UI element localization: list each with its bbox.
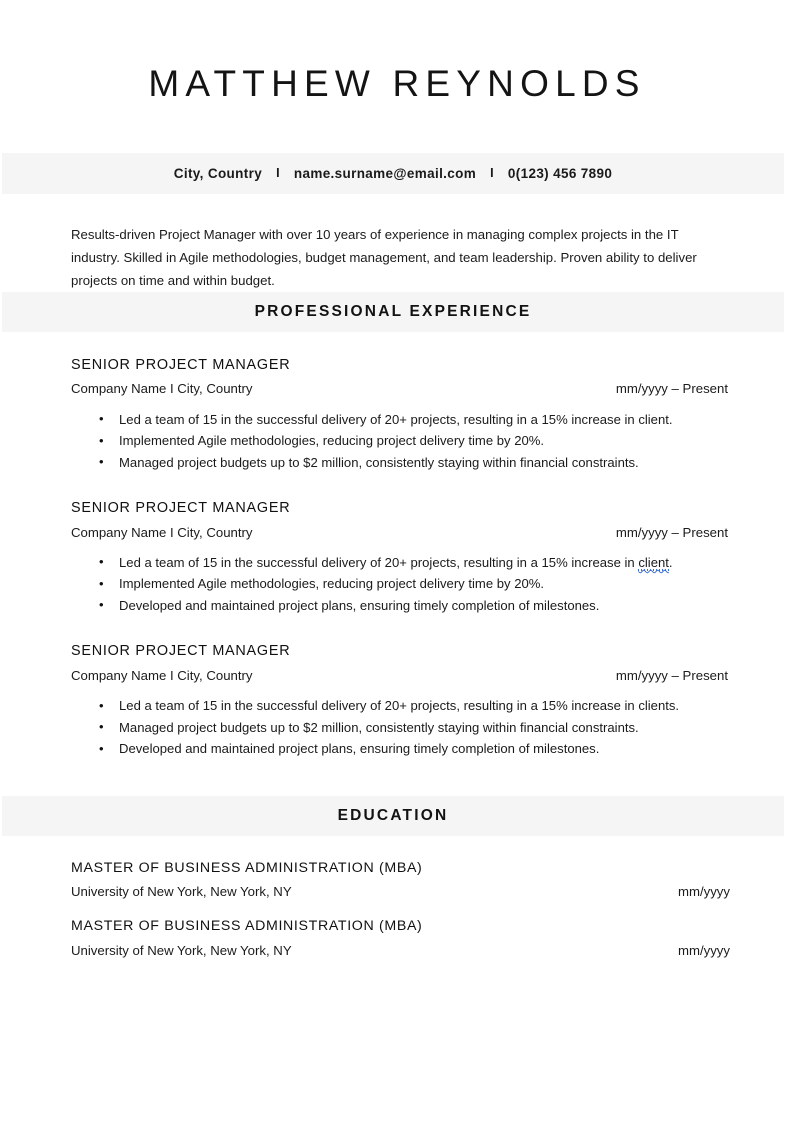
experience-job-title: SENIOR PROJECT MANAGER xyxy=(71,643,291,660)
experience-bullet-list xyxy=(71,552,730,617)
contact-separator-1: I xyxy=(276,166,280,181)
experience-job-title: SENIOR PROJECT MANAGER xyxy=(71,356,291,373)
resume-header xyxy=(0,0,794,123)
education-degree: MASTER OF BUSINESS ADMINISTRATION (MBA) xyxy=(71,918,423,935)
experience-entry xyxy=(71,642,730,759)
candidate-name: MATTHEW REYNOLDS xyxy=(148,63,646,104)
experience-bullet-list xyxy=(71,695,730,760)
experience-organization: Company Name I City, Country xyxy=(71,524,253,540)
education-meta-row xyxy=(71,942,730,959)
experience-meta-row xyxy=(71,524,730,541)
experience-organization: Company Name I City, Country xyxy=(71,668,253,684)
professional-summary: Results-driven Project Manager with over 10 years of experience in managing complex projects in the IT industry. Skilled in Agile methodologies, budget management, and team leadership. Proven ability to deliver projects on time and within budget. xyxy=(71,226,697,288)
education-school: University of New York, New York, NY xyxy=(71,884,292,900)
experience-job-title: SENIOR PROJECT MANAGER xyxy=(71,500,291,517)
contact-bar xyxy=(2,153,784,194)
experience-bullet: • Led a team of 15 in the successful delivery of 20+ projects, resulting in a 15% increase in client. xyxy=(71,409,730,431)
section-header-education xyxy=(2,796,784,836)
experience-entry xyxy=(71,499,730,616)
experience-entry xyxy=(71,356,730,473)
experience-bullet: • Managed project budgets up to $2 million, consistently staying within financial constraints. xyxy=(71,717,730,739)
experience-bullet: • Led a team of 15 in the successful delivery of 20+ projects, resulting in a 15% increase in client. xyxy=(71,552,730,574)
experience-date-range: mm/yyyy – Present xyxy=(615,524,728,540)
section-title-professional-experience: PROFESSIONAL EXPERIENCE xyxy=(254,302,532,320)
contact-separator-2: I xyxy=(490,166,494,181)
experience-bullet: • Led a team of 15 in the successful delivery of 20+ projects, resulting in a 15% increase in clients. xyxy=(71,695,730,717)
section-title-education: EDUCATION xyxy=(337,806,449,824)
experience-bullet: • Developed and maintained project plans, ensuring timely completion of milestones. xyxy=(71,595,730,617)
education-date: mm/yyyy xyxy=(677,884,730,900)
education-entry xyxy=(71,917,730,959)
education-entry xyxy=(71,859,730,901)
experience-bullet: • Implemented Agile methodologies, reducing project delivery time by 20%. xyxy=(71,573,730,595)
contact-inner xyxy=(174,166,613,181)
experience-date-range: mm/yyyy – Present xyxy=(615,668,728,684)
experience-organization: Company Name I City, Country xyxy=(71,381,253,397)
spellcheck-flagged-word[interactable]: client xyxy=(638,554,669,570)
experience-bullet: • Managed project budgets up to $2 million, consistently staying within financial constraints. xyxy=(71,452,730,474)
experience-bullet: • Implemented Agile methodologies, reducing project delivery time by 20%. xyxy=(71,430,730,452)
section-header-professional-experience xyxy=(2,292,784,332)
education-school: University of New York, New York, NY xyxy=(71,942,292,958)
experience-list xyxy=(0,356,794,760)
experience-date-range: mm/yyyy – Present xyxy=(615,381,728,397)
contact-location: City, Country xyxy=(173,165,263,181)
experience-meta-row xyxy=(71,380,730,397)
education-date: mm/yyyy xyxy=(677,942,730,958)
education-meta-row xyxy=(71,883,730,900)
education-list xyxy=(0,859,794,959)
education-degree: MASTER OF BUSINESS ADMINISTRATION (MBA) xyxy=(71,859,423,876)
experience-meta-row xyxy=(71,667,730,684)
experience-bullet: • Developed and maintained project plans, ensuring timely completion of milestones. xyxy=(71,738,730,760)
contact-phone[interactable]: 0(123) 456 7890 xyxy=(507,165,613,181)
experience-bullet-list xyxy=(71,409,730,474)
contact-email[interactable]: name.surname@email.com xyxy=(293,165,477,181)
